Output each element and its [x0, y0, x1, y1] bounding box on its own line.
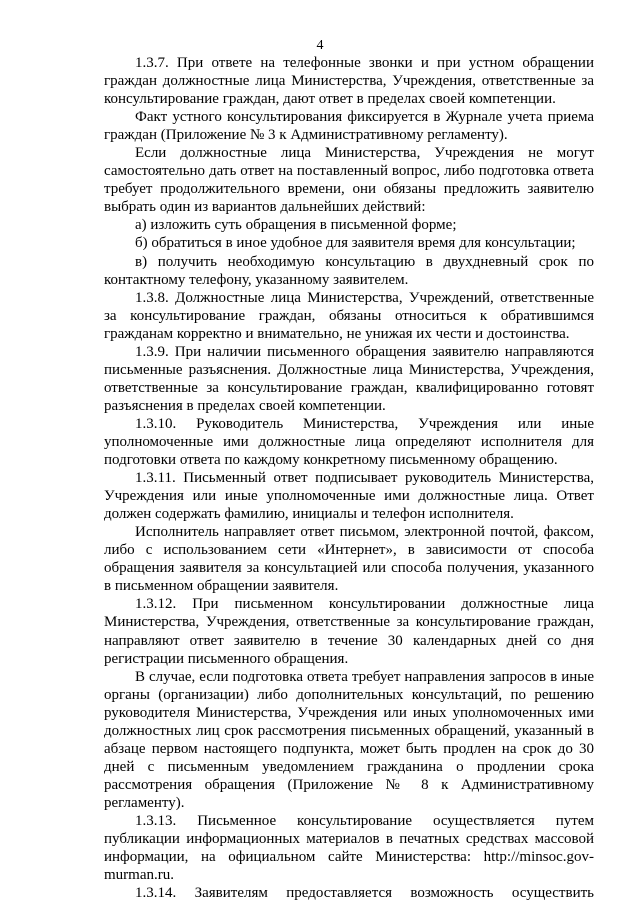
paragraph-1-3-8: 1.3.8. Должностные лица Министерства, Учреждений, ответственные за консультирование граждан, обязаны относиться к обратившимся гражданам корректно и внимательно, не унижая их чести и достоинства. [104, 289, 594, 342]
option-b: б) обратиться в иное удобное для заявителя время для консультации; [135, 235, 576, 252]
paragraph-response-delivery: Исполнитель направляет ответ письмом, электронной почтой, факсом, либо с использованием сети «Интернет», в зависимости от способа обращения заявителя за консультацией или способа получения, указанного в письменном обращении заявителя. [104, 524, 594, 595]
paragraph-oral-consultation-log: Факт устного консультирования фиксируется в Журнале учета приема граждан (Приложение № 3 к Административному регламенту). [104, 109, 594, 144]
paragraph-extension: В случае, если подготовка ответа требует направления запросов в иные органы (организации) либо дополнительных консультаций, по решению руководителя Министерства, Учреждения или иных уполномоченных ими должностных лиц срок рассмотрения письменных обращений, указанный в абзаце первом настоящего подпункта, может быть продлен на срок до 30 дней с письменным уведомлением гражданина о продлении срока рассмотрения обращения (Приложение № 8 к Административному регламенту). [104, 668, 594, 811]
option-a: а) изложить суть обращения в письменной форме; [135, 217, 457, 234]
paragraph-1-3-9: 1.3.9. При наличии письменного обращения заявителю направляются письменные разъяснения. Должностные лица Министерства, Учреждения, ответственные за консультирование граждан, квалифицированно готовят разъяснения в пределах своей компетенции. [104, 343, 594, 414]
paragraph-1-3-7: 1.3.7. При ответе на телефонные звонки и при устном обращении граждан должностные лица Министерства, Учреждения, ответственные за консультирование граждан, дают ответ в пределах своей компетенции. [104, 55, 594, 108]
paragraph-1-3-10: 1.3.10. Руководитель Министерства, Учреждения или иные уполномоченные ими должностные лица определяют исполнителя для подготовки ответа по каждому конкретному письменному обращению. [104, 415, 594, 469]
paragraph-1-3-13: 1.3.13. Письменное консультирование осуществляется путем публикации информационных материалов в печатных средствах массовой информации, на официальном сайте Министерства: http://minsoc.gov-murman.ru. [104, 812, 594, 884]
paragraph-1-3-12: 1.3.12. При письменном консультировании должностные лица Министерства, Учреждения, ответственные за консультирование граждан, направляют ответ заявителю в течение 30 календарных дней со дня регистрации письменного обращения. [104, 596, 594, 667]
document-body [104, 54, 594, 902]
paragraph-options-intro: Если должностные лица Министерства, Учреждения не могут самостоятельно дать ответ на поставленный вопрос, либо подготовка ответа требует продолжительного времени, они обязаны предложить заявителю выбрать один из вариантов дальнейших действий: [104, 145, 594, 216]
option-c: в) получить необходимую консультацию в двухдневный срок по контактному телефону, указанному заявителем. [104, 253, 594, 288]
page-number: 4 [316, 38, 324, 53]
paragraph-1-3-14: 1.3.14. Заявителям предоставляется возможность осуществить [135, 885, 594, 902]
paragraph-1-3-11: 1.3.11. Письменный ответ подписывает руководитель Министерства, Учреждения или иные уполномоченные ими должностные лица. Ответ должен содержать фамилию, инициалы и телефон исполнителя. [104, 470, 594, 523]
